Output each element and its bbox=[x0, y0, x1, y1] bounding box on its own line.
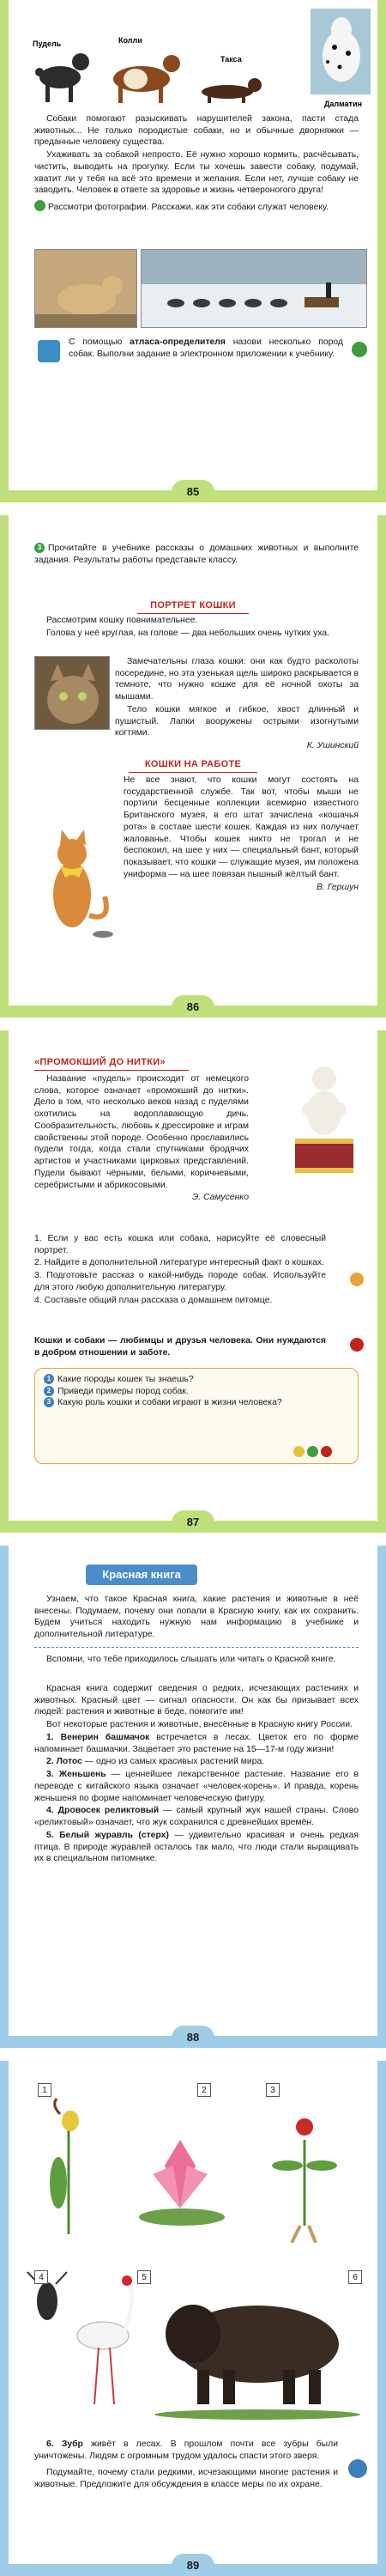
atlas-link[interactable]: атласа-определителя bbox=[130, 337, 226, 347]
author: К. Ушинский bbox=[306, 741, 359, 751]
dog-illustrations bbox=[9, 0, 377, 113]
page-89 bbox=[0, 2061, 386, 2576]
image-label-4: 4 bbox=[34, 2270, 48, 2284]
image-label-6: 6 bbox=[348, 2270, 362, 2284]
ginseng-plant bbox=[272, 2118, 337, 2243]
lesson-title: Красная книга bbox=[86, 1564, 197, 1585]
paragraph: Голова у неё круглая, на голове — два небольших очень чутких уха. bbox=[46, 628, 330, 638]
paragraph: Красная книга содержит сведения о редких, исчезающих растениях и животных. Красный цвет — сигнал опасности. Он как бы призывает всех людей: растения и животные в беде, помогите им! bbox=[34, 1684, 359, 1717]
page-number: 88 bbox=[172, 2026, 214, 2048]
bison bbox=[154, 2305, 360, 2420]
task-1: 1. Если у вас есть кошка или собака, нарисуйте её словесный портрет. bbox=[34, 1234, 326, 1255]
conclusion-text: Кошки и собаки — любимцы и друзья человека. Они нуждаются в добром отношении и заботе. bbox=[34, 1336, 326, 1358]
p86-portrait-text bbox=[34, 615, 359, 640]
image-label-3: 3 bbox=[266, 2083, 280, 2097]
dog-label-collie: Колли bbox=[118, 36, 142, 45]
p87-tasks bbox=[34, 1233, 326, 1307]
paragraph: Вот некоторые растения и животные, внесённые в Красную книгу России. bbox=[46, 1720, 353, 1730]
eye-icon bbox=[34, 200, 45, 211]
task-3: 3. Подготовьте рассказ о какой-нибудь породе собак. Используйте для этого любую дополнительную литературу. bbox=[34, 1271, 326, 1292]
siberian-crane bbox=[77, 2275, 132, 2404]
paragraph: Тело кошки мягкое и гибкое, хвост длинный и пушистый. Лапки вооружены острыми изогнутыми когтями. bbox=[115, 704, 359, 738]
dog-label-poodle: Пудель bbox=[33, 39, 62, 48]
divider bbox=[34, 1647, 359, 1648]
atlas-book-icon bbox=[38, 340, 60, 362]
paragraph: Вспомни, что тебе приходилось слышать или читать о Красной книге. bbox=[46, 1655, 336, 1664]
page-88 bbox=[0, 1546, 386, 2048]
dog-label-dachshund: Такса bbox=[220, 55, 242, 64]
photo-guide-dog bbox=[34, 249, 137, 328]
page-number: 87 bbox=[172, 1510, 214, 1533]
task-number-badge: 3 bbox=[34, 543, 45, 553]
p87-poodle-text bbox=[34, 1073, 249, 1205]
paragraph: Собаки помогают разыскивать нарушителей закона, пасти стада животных... Не только породистые собаки, но и обычные дворняжки — преданные человеку существа. bbox=[34, 114, 359, 148]
page-number: 86 bbox=[172, 995, 214, 1018]
paragraph: Не все знают, что кошки могут состоять на государственной службе. Так вот, чтобы мыши не портили бесценные коллекции всемирно известного Британского музея, в его штат зачислена «кошачья рота» в составе шести кошек. Каждая из них получает жалованье. Чтобы кошек никто не трогал и не беспокоил, на шее у них — специальный бант, который показывает, что кошки — служащие музея, им положена униформа — на шее повязан пышный жёлтый бант. bbox=[124, 775, 359, 879]
question-2: 2 Приведи примеры пород собак. bbox=[44, 1386, 349, 1398]
collie-illustration bbox=[113, 55, 180, 103]
homework-icon bbox=[350, 1273, 364, 1286]
plants-illustration bbox=[9, 2080, 377, 2243]
author: В. Гершун bbox=[317, 882, 359, 892]
smiley-row bbox=[293, 1446, 335, 1460]
item-5: 5. Белый журавль (стерх) — удивительно красивая и очень редкая птица. В природе журавлей осталось так мало, что люди стали выращивать их в специальном питомнике. bbox=[34, 1830, 359, 1864]
p88-main bbox=[34, 1683, 359, 1866]
task-2: 2. Найдите в дополнительной литературе интересный факт о кошках. bbox=[34, 1258, 324, 1268]
happy-smiley-icon[interactable] bbox=[293, 1446, 305, 1457]
task-4: 4. Составьте общий план рассказа о домашнем питомце. bbox=[34, 1295, 273, 1305]
dachshund-illustration bbox=[202, 78, 262, 103]
page-number: 89 bbox=[172, 2554, 214, 2576]
lotus-plant bbox=[139, 2140, 225, 2226]
e-app-icon[interactable] bbox=[352, 342, 367, 357]
paragraph: Название «пудель» происходит от немецкого слова, которое означает «промокший до нитки». Дело в том, что несколько веков назад с пуделями охотились на водоплавающую дичь. Сообразительность, любовь к дрессировке и играм свойственны этой породе. Особенно прославились пудели тогда, когда стали спутниками бродячих артистов и участниками цирковых представлений. Пудели бывают чёрными, белыми, коричневыми, серебристыми и абрикосовыми. bbox=[34, 1074, 249, 1190]
page-87 bbox=[0, 1030, 386, 1533]
sad-smiley-icon[interactable] bbox=[321, 1446, 332, 1457]
question-1: 1 Какие породы кошек ты знаешь? bbox=[44, 1374, 349, 1386]
dog-label-dalmatian: Далматин bbox=[324, 100, 363, 108]
photo-sled-dogs bbox=[141, 249, 367, 328]
item-2: 2. Лотос — одно из самых красивых растений мира. bbox=[46, 1757, 265, 1767]
neutral-smiley-icon[interactable] bbox=[307, 1446, 318, 1457]
item-6: 6. Зубр живёт в лесах. В прошлом почти все зубры были уничтожены. Людям с огромным трудом удалось спасти этого зверя. bbox=[34, 2439, 338, 2461]
item-1: 1. Венерин башмачок встречается в лесах. Цветок его по форме напоминает башмачки. Зацветает это растение на 15—17-м году жизни! bbox=[34, 1732, 359, 1754]
p86-portrait-text-2 bbox=[115, 656, 359, 753]
p88-intro bbox=[34, 1594, 359, 1642]
item-4: 4. Дровосек реликтовый — самый крупный жук нашей страны. Слово «реликтовый» означает, что жук сохранился с древнейших времён. bbox=[34, 1806, 359, 1828]
image-label-2: 2 bbox=[197, 2083, 211, 2097]
p88-recall bbox=[34, 1654, 359, 1667]
closing-paragraph: Подумайте, почему стали редкими, исчезающими многие растения и животные. Предложите для обсуждения в классе меры по их охране. bbox=[34, 2468, 338, 2490]
image-label-5: 5 bbox=[137, 2270, 151, 2284]
atlas-task bbox=[69, 337, 343, 361]
poodle-illustration bbox=[35, 53, 89, 102]
author: Э. Самусенко bbox=[192, 1193, 249, 1203]
p89-text bbox=[34, 2439, 338, 2492]
animals-illustration bbox=[9, 2267, 377, 2421]
conclusion-icon bbox=[350, 1338, 364, 1352]
lady-slipper-plant bbox=[50, 2099, 79, 2234]
paragraph: Узнаем, что такое Красная книга, какие растения и животные в неё внесены. Подумаем, почему они попали в Красную книгу, как их сохранить. Будем учиться находить нужную нам информацию в учебнике и дополнительной литературе. bbox=[34, 1595, 359, 1640]
atlas-paragraph: С помощью атласа-определителя назови несколько пород собак. Выполни задание в электронном приложении к учебнику. bbox=[69, 337, 343, 359]
p86-intro bbox=[34, 543, 359, 567]
page-85 bbox=[0, 0, 386, 502]
dalmatian-illustration bbox=[311, 9, 371, 94]
paragraph: Ухаживать за собакой непросто. Её нужно хорошо кормить, расчёсывать, чистить, выводить на прогулку. Если ты хочешь завести собаку, подумай, хватит ли у тебя на всё это времени и желания. Если нет, лучше собаку не заводить. Человек в ответе за здоровье и жизнь четвероногого друга! bbox=[34, 150, 359, 196]
image-label-1: 1 bbox=[38, 2083, 51, 2097]
heading-poodle: «ПРОМОКШИЙ ДО НИТКИ» bbox=[34, 1056, 189, 1071]
heading-cat-portrait: ПОРТРЕТ КОШКИ bbox=[137, 599, 249, 614]
question-3: 3 Какую роль кошки и собаки играют в жизни человека? bbox=[44, 1397, 349, 1409]
page-number: 85 bbox=[172, 480, 214, 502]
item-3: 3. Женьшень — ценнейшее лекарственное растение. Название его в переводе с китайского языка означает «человек-корень». И правда, корень женьшеня по форме напоминает человеческую фигуру. bbox=[34, 1770, 359, 1803]
paragraph: Замечательны глаза кошки: они как будто расколоты посередине, но эта узенькая щель широко раскрывается в темноте, что нужно кошке для её ночной охоты за мышами. bbox=[115, 657, 359, 702]
photo-cat-portrait bbox=[34, 656, 110, 730]
p87-conclusion bbox=[34, 1335, 326, 1359]
task-text: Рассмотри фотографии. Расскажи, как эти собаки служат человеку. bbox=[48, 203, 329, 213]
paragraph: Рассмотрим кошку повнимательнее. bbox=[46, 616, 198, 625]
side-decoration bbox=[0, 1546, 9, 2048]
page-86 bbox=[0, 515, 386, 1018]
e-app-icon[interactable] bbox=[348, 2459, 367, 2478]
heading-cats-at-work: КОШКИ НА РАБОТЕ bbox=[129, 758, 257, 773]
p85-text bbox=[34, 113, 359, 215]
circus-poodle-illustration bbox=[276, 1056, 371, 1185]
task-line bbox=[34, 200, 359, 214]
cat-illustration bbox=[34, 812, 118, 941]
intro-paragraph: 3 Прочитайте в учебнике рассказы о домашних животных и выполните задания. Результаты работы представьте классу. bbox=[34, 544, 359, 565]
